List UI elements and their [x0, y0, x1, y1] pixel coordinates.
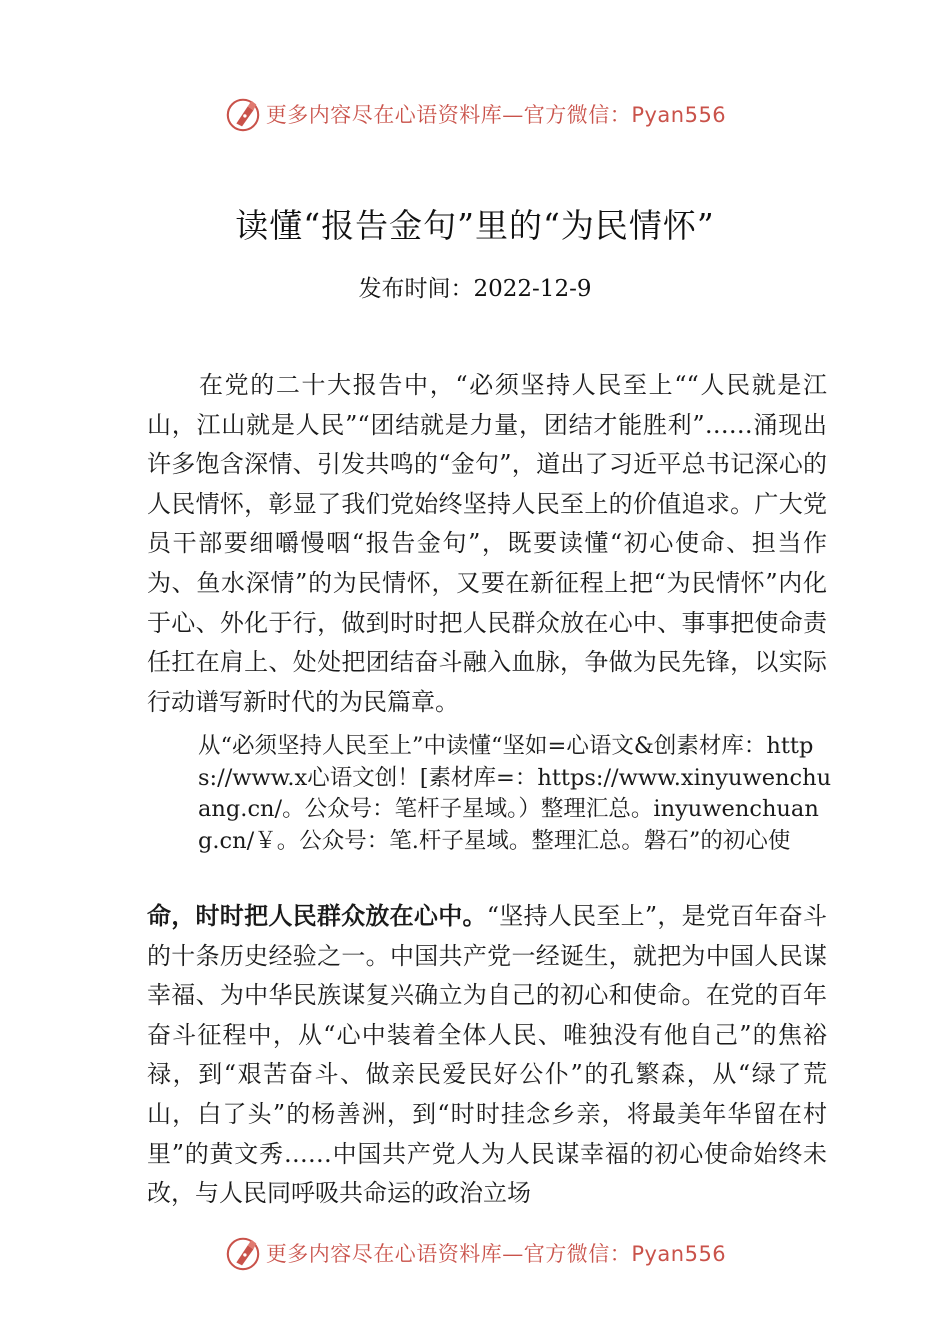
pen-nib-logo-icon — [224, 95, 262, 133]
wechat-id: Pyan556 — [631, 1242, 727, 1266]
paragraph-body-text: “坚持人民至上”，是党百年奋斗的十条历史经验之一。中国共产党一经诞生，就把为中国人民谋幸福、为中华民族谋复兴确立为自己的初心和使命。在党的百年奋斗征程中，从“心中装着全体人民、唯独没有他自己”的焦裕禄，到“艰苦奋斗、做亲民爱民好公仆”的孔繁森，从“绿了荒山，白了头”的杨善洲，到“时时挂念乡亲，将最美年华留在村里”的黄文秀……中国共产党人为人民谋幸福的初心使命始终未改，与人民同呼吸共命运的政治立场 — [147, 902, 827, 1208]
footer-banner — [0, 1233, 950, 1273]
header-banner — [0, 94, 950, 134]
paragraph-bold-lead: 命，时时把人民群众放在心中。 — [147, 901, 487, 930]
page-title: 读懂“报告金句”里的“为民情怀” — [235, 206, 715, 245]
banner-text: 更多内容尽在心语资料库—官方微信：Pyan556 — [265, 103, 727, 127]
pen-nib-logo-icon — [224, 1234, 262, 1272]
paragraph-body — [147, 896, 827, 1214]
banner-text: 更多内容尽在心语资料库—官方微信：Pyan556 — [265, 1242, 727, 1266]
wechat-id: Pyan556 — [631, 103, 727, 127]
publish-date: 发布时间：2022-12-9 — [358, 276, 592, 302]
paragraph-intro: 在党的二十大报告中，“必须坚持人民至上““人民就是江山，江山就是人民”“团结就是力量，团结才能胜利”……涌现出许多饱含深情、引发共鸣的“金句”，道出了习近平总书记深心的人民情怀，彰显了我们党始终坚持人民至上的价值追求。广大党员干部要细嚼慢咽“报告金句”，既要读懂“初心使命、担当作为、鱼水深情”的为民情怀，又要在新征程上把“为民情怀”内化于心、外化于行，做到时时把人民群众放在心中、事事把使命责任扛在肩上、处处把团结奋斗融入血脉，争做为民先锋，以实际行动谱写新时代的为民篇章。 — [147, 371, 827, 716]
paragraph-subheading: 从“必须坚持人民至上”中读懂“坚如=心语文&创素材库：https://www.x心语文创！[素材库=：https://www.xinyuwenchuang.cn/。公众号：笔杆子星域。）整理汇总。inyuwenchuang.cn/￥。公众号：笔.杆子星域。整理汇总。磐石”的初心使 — [198, 733, 832, 854]
